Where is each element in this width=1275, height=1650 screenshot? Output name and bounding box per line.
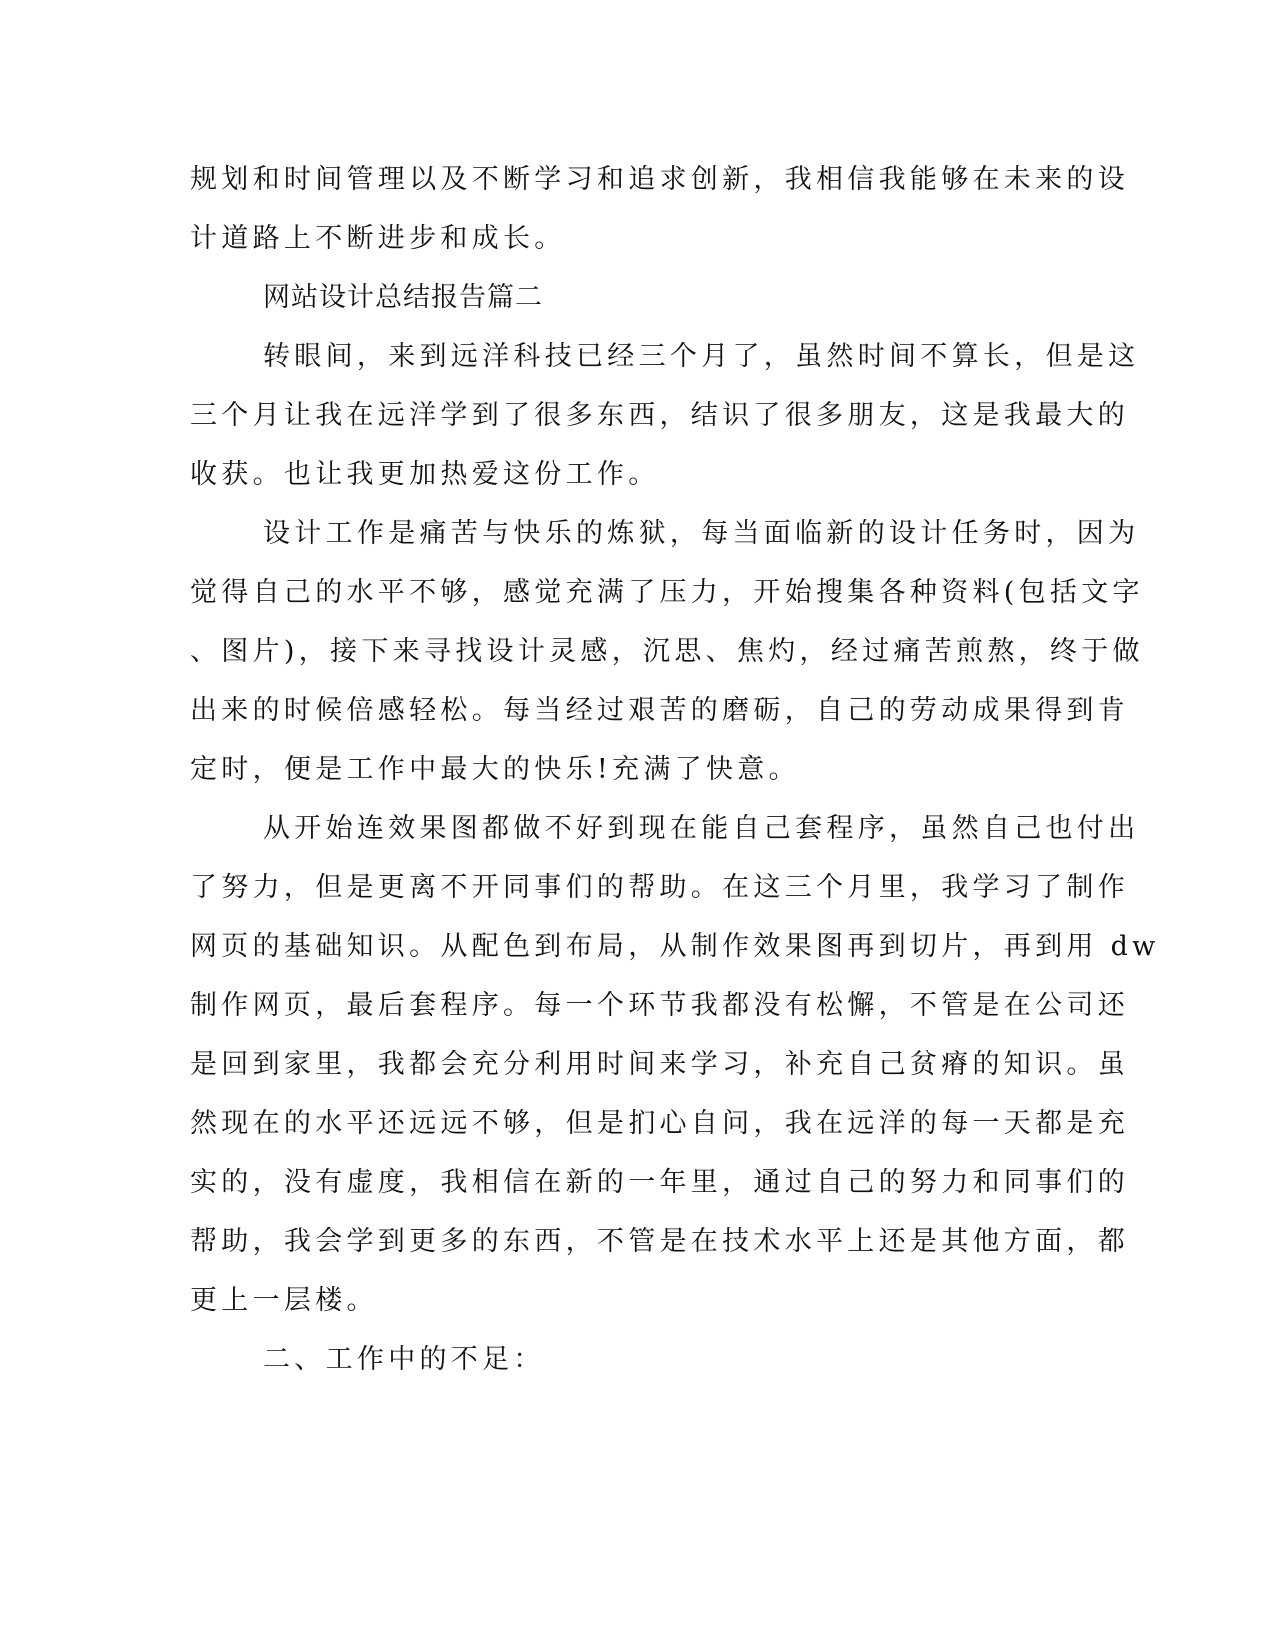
paragraph-2-line-3: 收获。也让我更加热爱这份工作。 [190, 459, 660, 490]
paragraph-4-line-6: 然现在的水平还远远不够，但是扪心自问，我在远洋的每一天都是充 [190, 1108, 1129, 1139]
paragraph-1-line-1: 规划和时间管理以及不断学习和追求创新，我相信我能够在未来的设 [190, 164, 1129, 195]
paragraph-4-line-2: 了努力，但是更离不开同事们的帮助。在这三个月里，我学习了制作 [190, 872, 1129, 903]
paragraph-4-line-8: 帮助，我会学到更多的东西，不管是在技术水平上还是其他方面，都 [190, 1226, 1129, 1257]
section-heading: 网站设计总结报告篇二 [263, 282, 543, 313]
paragraph-2-line-1: 转眼间，来到远洋科技已经三个月了，虽然时间不算长，但是这 [263, 341, 1140, 372]
paragraph-3-line-4: 出来的时候倍感轻松。每当经过艰苦的磨砺，自己的劳动成果得到肯 [190, 695, 1129, 726]
paragraph-1-line-2: 计道路上不断进步和成长。 [190, 223, 566, 254]
paragraph-4-line-7: 实的，没有虚度，我相信在新的一年里，通过自己的努力和同事们的 [190, 1167, 1129, 1198]
section-title-shortcomings: 二、工作中的不足： [263, 1344, 545, 1375]
paragraph-4-line-1: 从开始连效果图都做不好到现在能自己套程序，虽然自己也付出 [263, 813, 1140, 844]
paragraph-2-line-2: 三个月让我在远洋学到了很多东西，结识了很多朋友，这是我最大的 [190, 400, 1129, 431]
paragraph-3-line-3: 、图片)，接下来寻找设计灵感，沉思、焦灼，经过痛苦煎熬，终于做 [190, 636, 1144, 667]
paragraph-4-line-9: 更上一层楼。 [190, 1285, 378, 1316]
paragraph-3-line-1: 设计工作是痛苦与快乐的炼狱，每当面临新的设计任务时，因为 [263, 518, 1140, 549]
paragraph-4-line-5: 是回到家里，我都会充分利用时间来学习，补充自己贫瘠的知识。虽 [190, 1049, 1129, 1080]
paragraph-3-line-2: 觉得自己的水平不够，感觉充满了压力，开始搜集各种资料(包括文字 [190, 577, 1144, 608]
paragraph-4-line-4: 制作网页，最后套程序。每一个环节我都没有松懈，不管是在公司还 [190, 990, 1129, 1021]
paragraph-3-line-5: 定时，便是工作中最大的快乐!充满了快意。 [190, 754, 800, 785]
paragraph-4-line-3: 网页的基础知识。从配色到布局，从制作效果图再到切片，再到用 dw [190, 931, 1160, 962]
